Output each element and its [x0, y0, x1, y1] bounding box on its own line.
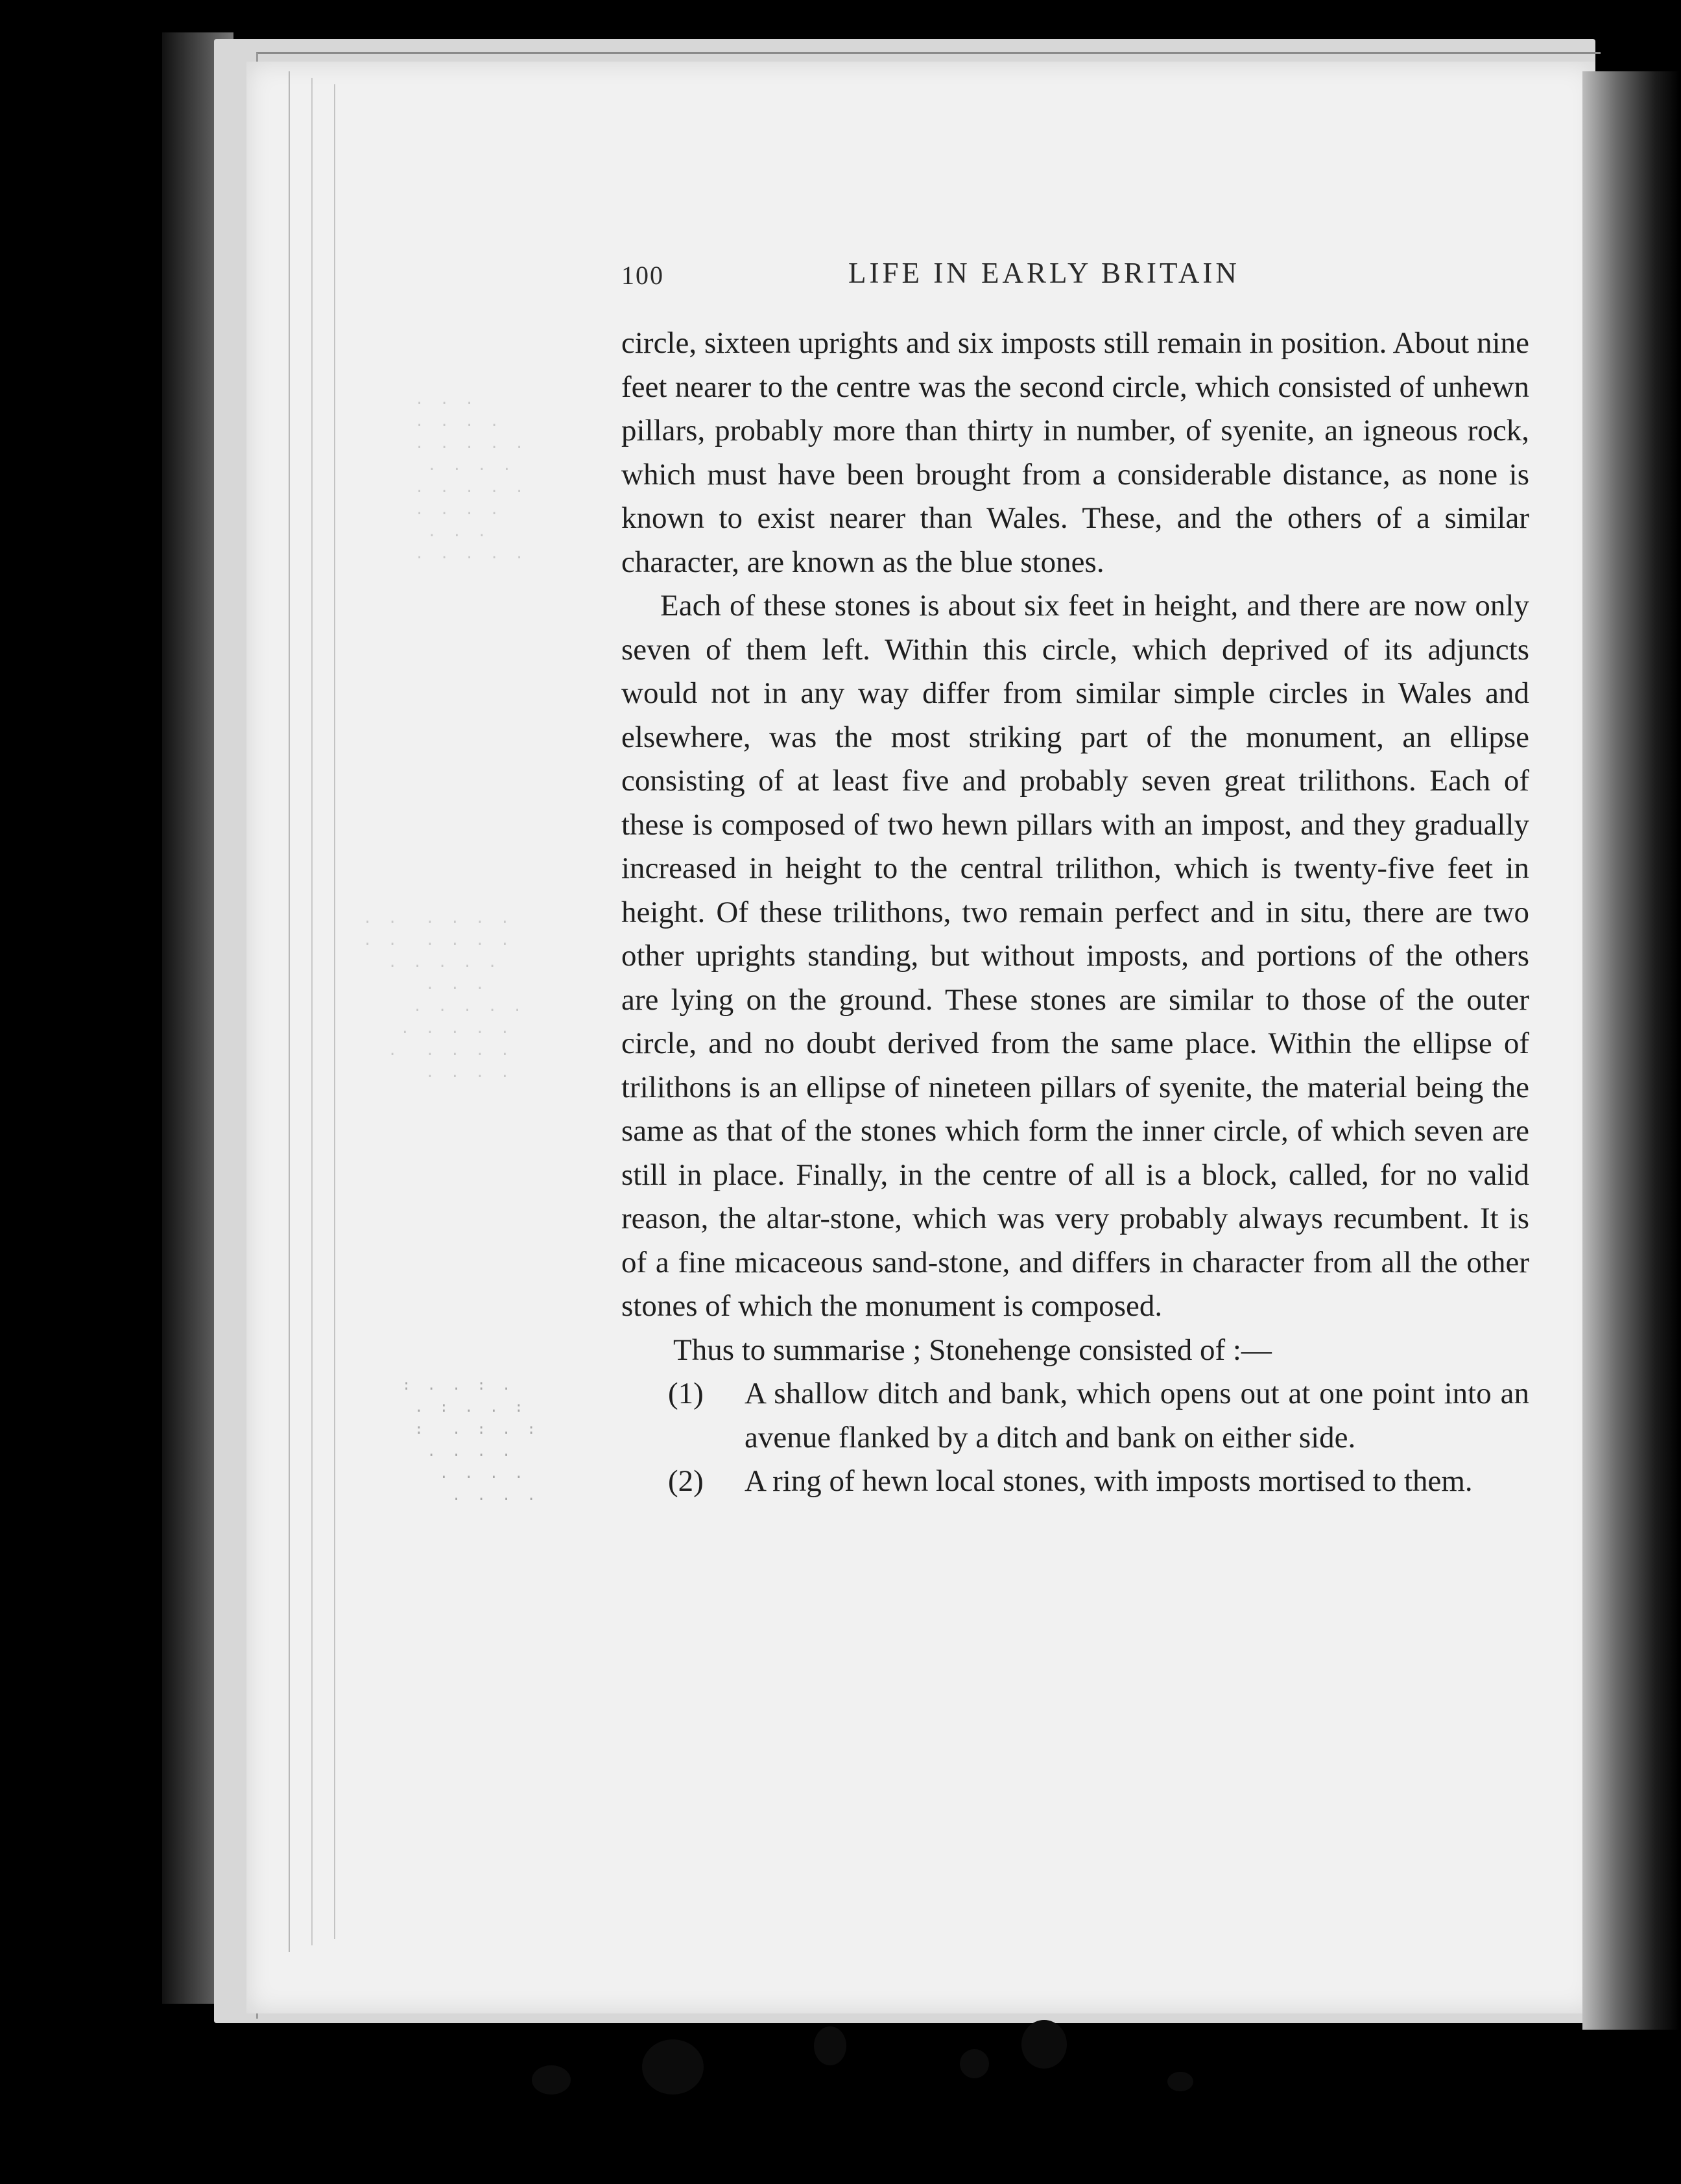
bleed-through-marks: . . . . . . . . . . . . . . . . . . . . . . . . . . . . . . . . .: [415, 392, 528, 562]
bleed-through-marks: . . . . . . . . . . . . . . . . . . . . . . . . . . . . . . . . . . . . . . .: [363, 910, 526, 1081]
list-item: [621, 1372, 1529, 1460]
summary-lead: Thus to summarise ; Stonehenge consisted of :—: [673, 1333, 1272, 1367]
list-item-text: A ring of hewn local stones, with imposts mortised to them.: [745, 1464, 1473, 1498]
page-number: 100: [621, 261, 664, 290]
ink-blot: [814, 2026, 846, 2065]
page-header: [621, 256, 1323, 302]
bleed-through-marks: : . . : . . : . . : : . : . : . . . . . . . . . . . .: [402, 1377, 540, 1504]
ink-blot: [1021, 2020, 1067, 2069]
list-item: [621, 1460, 1529, 1504]
ink-blot: [1167, 2072, 1193, 2091]
list-item-text: A shallow ditch and bank, which opens out at one point into an avenue flanked by a ditch and bank on either side.: [745, 1377, 1529, 1454]
list-marker: (1): [668, 1377, 704, 1410]
paragraph: Each of these stones is about six feet in height, and there are now only seven of them left. Within this circle, which deprived of its adjuncts would not in any way differ from similar simple circles in Wales and elsewhere, was the most striking part of the monument, an ellipse consisting of at least five and probably seven great trilithons. Each of these is composed of two hewn pillars with an impost, and they gradually increased in height to the central trilithon, which is twenty-five feet in height. Of these trilithons, two remain perfect and in situ, there are two other uprights standing, but without imposts, and portions of the others are lying on the ground. These stones are similar to those of the outer circle, and no doubt derived from the same place. Within the ellipse of trilithons is an ellipse of nineteen pillars of syenite, the material being the same as that of the stones which form the inner circle, of which seven are still in place. Finally, in the centre of all is a block, called, for no valid reason, the altar-stone, which was very probably always recumbent. It is of a fine micaceous sand-stone, and differs in character from all the other stones of which the monument is composed.: [621, 589, 1529, 1323]
page-fold-line: [311, 78, 313, 1945]
paragraph: circle, sixteen uprights and six imposts still remain in position. About nine feet nearer to the centre was the second circle, which consisted of unhewn pillars, probably more than thirty in number, of syenite, an igneous rock, which must have been brought from a considerable distance, as none is known to exist nearer than Wales. These, and the others of a similar character, are known as the blue stones.: [621, 326, 1529, 579]
page-fold-line: [334, 84, 335, 1939]
list-marker: (2): [668, 1464, 704, 1498]
ink-blot: [960, 2049, 989, 2078]
body-text: [621, 322, 1529, 1504]
page-fold-line: [289, 71, 290, 1952]
ink-blot: [642, 2039, 704, 2095]
running-title: LIFE IN EARLY BRITAIN: [848, 257, 1240, 289]
ink-blot: [532, 2065, 571, 2095]
summary-list: [621, 1372, 1529, 1504]
right-edge-shadow: [1582, 71, 1680, 2030]
